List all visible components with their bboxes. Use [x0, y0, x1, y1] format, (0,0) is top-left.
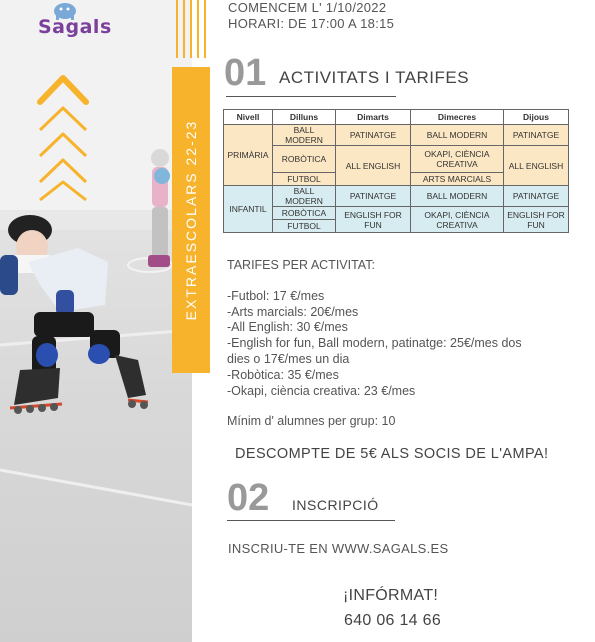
- table-cell: FUTBOL: [273, 220, 336, 233]
- price-item: -Arts marcials: 20€/mes: [227, 304, 359, 319]
- table-cell: OKAPI, CIÈNCIA CREATIVA: [411, 207, 504, 233]
- table-cell: PATINATGE: [504, 186, 569, 207]
- start-date: COMENCEM L' 1/10/2022: [228, 0, 387, 15]
- signup-link[interactable]: INSCRIU-TE EN WWW.SAGALS.ES: [228, 541, 449, 556]
- decor-line: [183, 0, 185, 58]
- level-cell: INFANTIL: [224, 186, 273, 233]
- table-cell: ALL ENGLISH: [336, 146, 411, 186]
- skating-photo: [0, 0, 192, 642]
- decor-line: [197, 0, 199, 58]
- price-list: [227, 258, 522, 430]
- table-cell: ROBÒTICA: [273, 146, 336, 173]
- price-item: dies o 17€/mes un dia: [227, 351, 350, 366]
- price-item: -English for fun, Ball modern, patinatge: 25€/mes dos: [227, 336, 522, 351]
- schedule-hours: HORARI: DE 17:00 A 18:15: [228, 16, 395, 31]
- table-cell: OKAPI, CIÈNCIA CREATIVA: [411, 146, 504, 173]
- table-cell: ARTS MARCIALS: [411, 173, 504, 186]
- section-number: 02: [227, 477, 270, 519]
- header-cell: Dilluns: [273, 110, 336, 125]
- contact-title: ¡INFÓRMAT!: [343, 587, 439, 604]
- section-title: INSCRIPCIÓ: [292, 497, 379, 513]
- table-row: [224, 186, 569, 207]
- minimum-students: Mínim d' alumnes per grup: 10: [227, 414, 396, 429]
- table-cell: PATINATGE: [336, 125, 411, 146]
- table-cell: PATINATGE: [336, 186, 411, 207]
- brand-logo: Sagals: [38, 16, 112, 38]
- price-item: -All English: 30 €/mes: [227, 320, 348, 335]
- chevron-up-icon: [36, 72, 90, 202]
- section-number: 01: [224, 52, 267, 94]
- decor-line: [176, 0, 178, 58]
- table-cell: BALL MODERN: [411, 186, 504, 207]
- table-row: [224, 207, 569, 220]
- table-cell: BALL MODERN: [273, 125, 336, 146]
- header-cell: Dimecres: [411, 110, 504, 125]
- price-item: -Okapi, ciència creativa: 23 €/mes: [227, 383, 416, 398]
- table-row: [224, 146, 569, 173]
- price-item: -Futbol: 17 €/mes: [227, 288, 325, 303]
- skater-illustration: [0, 0, 192, 642]
- header-cell: Dijous: [504, 110, 569, 125]
- section-underline: [226, 96, 396, 97]
- decor-line: [190, 0, 192, 58]
- table-cell: BALL MODERN: [273, 186, 336, 207]
- section-title: ACTIVITATS I TARIFES: [279, 68, 470, 87]
- side-banner-text: EXTRAESCOLARS 22-23: [183, 119, 199, 321]
- table-cell: BALL MODERN: [411, 125, 504, 146]
- table-cell: PATINATGE: [504, 125, 569, 146]
- schedule-table: [223, 109, 569, 233]
- section-underline: [227, 520, 395, 521]
- price-title: TARIFES PER ACTIVITAT:: [227, 258, 375, 272]
- table-cell: ALL ENGLISH: [504, 146, 569, 186]
- table-row: [224, 125, 569, 146]
- table-cell: ENGLISH FOR FUN: [504, 207, 569, 233]
- contact-phone[interactable]: 640 06 14 66: [344, 612, 442, 629]
- table-cell: ROBÒTICA: [273, 207, 336, 220]
- table-cell: ENGLISH FOR FUN: [336, 207, 411, 233]
- decor-line: [204, 0, 206, 58]
- table-header-row: [224, 110, 569, 125]
- level-cell: PRIMÀRIA: [224, 125, 273, 186]
- header-cell: Nivell: [224, 110, 273, 125]
- price-item: -Robòtica: 35 €/mes: [227, 367, 339, 382]
- discount-note: DESCOMPTE DE 5€ ALS SOCIS DE L'AMPA!: [235, 446, 549, 462]
- header-cell: Dimarts: [336, 110, 411, 125]
- table-cell: FUTBOL: [273, 173, 336, 186]
